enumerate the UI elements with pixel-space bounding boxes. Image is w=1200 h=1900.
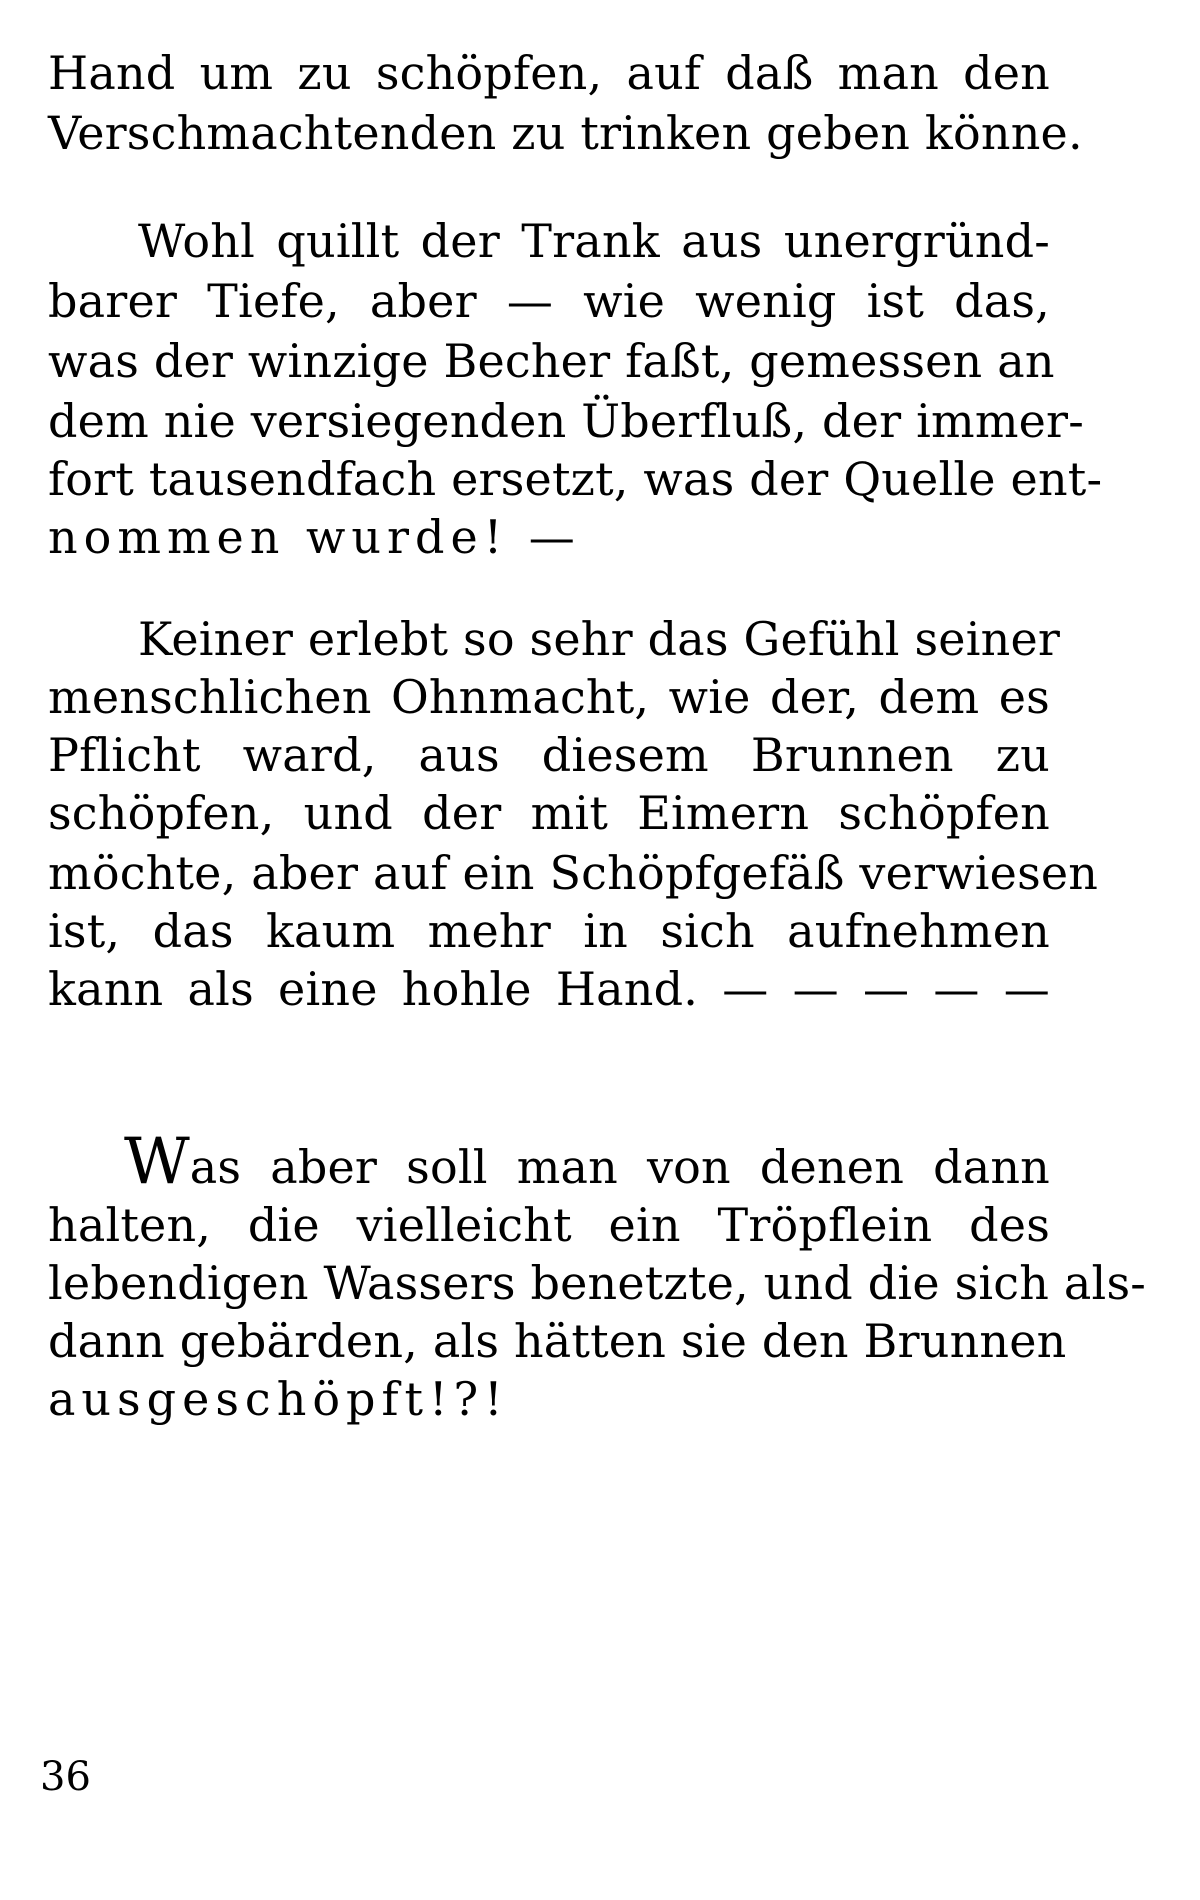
page-number: 36 xyxy=(40,1754,91,1800)
text-line: Verschmachtenden zu trinken geben könne. xyxy=(48,106,1083,160)
text-line: Pflicht ward, aus diesem Brunnen zu xyxy=(48,728,1050,782)
text-line: schöpfen, und der mit Eimern schöpfen xyxy=(48,786,1050,840)
text-line: barer Tiefe, aber — wie wenig ist das, xyxy=(48,274,1050,328)
text-line: kann als eine hohle Hand. — — — — — xyxy=(48,962,1050,1016)
text-line: menschlichen Ohnmacht, wie der, dem es xyxy=(48,670,1050,724)
text-line: lebendigen Wassers benetzte, und die sich als- xyxy=(48,1256,1146,1310)
text-line: Keiner erlebt so sehr das Gefühl seiner xyxy=(138,612,1061,666)
text-line: fort tausendfach ersetzt, was der Quelle ent- xyxy=(48,452,1103,506)
text-line: halten, die vielleicht ein Tröpflein des xyxy=(48,1198,1050,1252)
text-line: dem nie versiegenden Überfluß, der immer- xyxy=(48,394,1084,448)
drop-cap: W xyxy=(124,1125,190,1199)
text-line: was der winzige Becher faßt, gemessen an xyxy=(48,334,1055,388)
text-line: möchte, aber auf ein Schöpfgefäß verwiesen xyxy=(48,846,1099,900)
text-line: ausgeschöpft!?! xyxy=(48,1372,509,1426)
text-line: dann gebärden, als hätten sie den Brunnen xyxy=(48,1314,1067,1368)
first-line-rest: as aber soll man von denen dann xyxy=(189,1140,1050,1194)
text-line: Hand um zu schöpfen, auf daß man den xyxy=(48,46,1050,100)
text-line: Wohl quillt der Trank aus unergründ- xyxy=(138,214,1050,268)
text-line: nommen wurde! — xyxy=(48,510,581,564)
text-line: ist, das kaum mehr in sich aufnehmen xyxy=(48,904,1050,958)
